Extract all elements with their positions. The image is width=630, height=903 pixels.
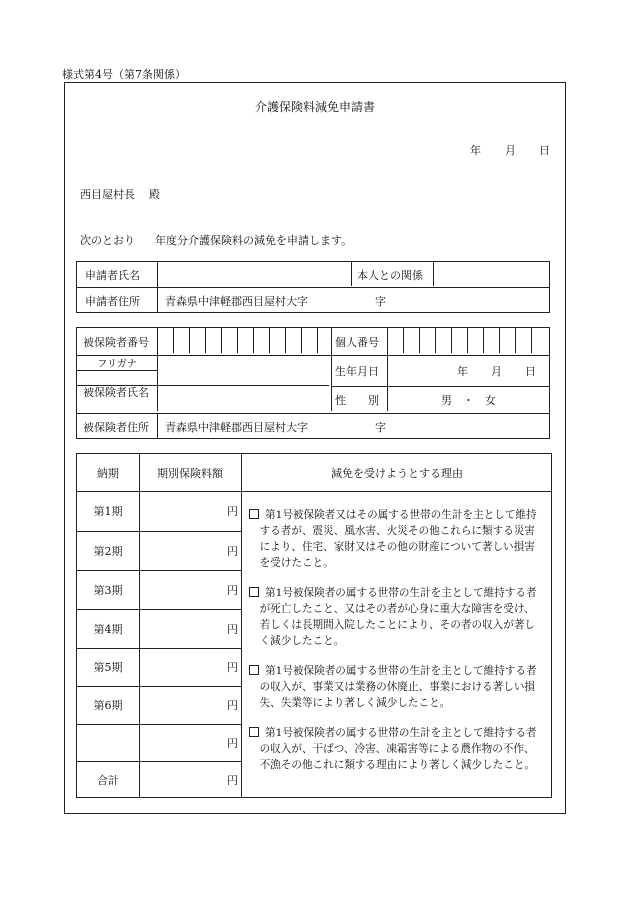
period-2: 第2期 — [93, 544, 123, 558]
reason-text: 第1号被保険者の属する世帯の生計を主として維持する者の収入が、干ばつ、冷害、凍霜害等による農作物の不作、不漁その他これに類する理由により著しく減少したこと。 — [259, 727, 537, 771]
relation-label: 本人との関係 — [357, 268, 423, 282]
furigana-field[interactable] — [159, 355, 329, 370]
applicant-name-field[interactable] — [159, 262, 349, 287]
insured-aza-label: 字 — [375, 420, 386, 434]
reason-item-1[interactable] — [249, 507, 541, 571]
insured-number-label: 被保険者番号 — [83, 335, 149, 349]
col-reason-header: 減免を受けようとする理由 — [331, 466, 463, 480]
col-amount-header: 期別保険料額 — [157, 466, 223, 480]
yen-unit: 円 — [227, 736, 238, 750]
birth-year-label: 年 — [457, 364, 468, 378]
insured-name-field[interactable] — [159, 371, 329, 413]
period-1: 第1期 — [93, 505, 123, 518]
applicant-address-value: 青森県中津軽郡西目屋村大字 — [165, 294, 308, 308]
birth-month-label: 月 — [491, 364, 502, 378]
period-blank — [77, 724, 139, 761]
insured-address-label: 被保険者住所 — [83, 420, 149, 434]
checkbox-icon[interactable] — [249, 509, 259, 519]
period-3: 第3期 — [93, 583, 123, 597]
form-number-label: 様式第4号（第7条関係） — [62, 68, 186, 81]
reason-item-2[interactable] — [249, 585, 541, 649]
yen-unit: 円 — [227, 505, 238, 518]
insured-number-field[interactable] — [159, 328, 329, 355]
reason-item-4[interactable] — [249, 725, 541, 773]
reason-text: 第1号被保険者又はその属する世帯の生計を主として維持する者が、震災、風水害、火災その他これらに類する災害により、住宅、家財又はその他の財産について著しい損害を受けたこと。 — [259, 509, 537, 569]
intro-prefix: 次のとおり — [80, 234, 135, 247]
date-day-label: 日 — [539, 144, 550, 157]
date-month-label: 月 — [505, 144, 516, 157]
period-4: 第4期 — [93, 622, 123, 636]
yen-unit: 円 — [227, 699, 238, 712]
applicant-address-label: 申請者住所 — [85, 294, 140, 308]
checkbox-icon[interactable] — [249, 727, 259, 737]
period-5: 第5期 — [93, 661, 123, 674]
sex-options[interactable]: 男 ・ 女 — [441, 393, 496, 407]
checkbox-icon[interactable] — [249, 665, 259, 675]
addressee-name: 西目屋村長 — [80, 188, 135, 201]
applicant-aza-label: 字 — [375, 294, 386, 308]
furigana-label: フリガナ — [97, 359, 137, 370]
intro-text: 年度分介護保険料の減免を申請します。 — [155, 234, 353, 247]
yen-unit: 円 — [227, 774, 238, 787]
birth-day-label: 日 — [525, 364, 536, 378]
yen-unit: 円 — [227, 661, 238, 674]
reason-text: 第1号被保険者の属する世帯の生計を主として維持する者が死亡したこと、又はその者が心身に重大な障害を受け、若しくは長期間入院したことにより、その者の収入が著しく減少したこと。 — [259, 587, 537, 647]
yen-unit: 円 — [227, 622, 238, 636]
birth-date-label: 生年月日 — [335, 364, 379, 378]
personal-number-field[interactable] — [389, 328, 549, 355]
insured-address-value: 青森県中津軽郡西目屋村大字 — [165, 420, 308, 434]
reason-item-3[interactable] — [249, 663, 541, 711]
insured-table — [76, 327, 550, 439]
checkbox-icon[interactable] — [249, 587, 259, 597]
reason-column — [241, 491, 553, 799]
yen-unit: 円 — [227, 544, 238, 558]
applicant-name-label: 申請者氏名 — [85, 268, 140, 282]
premium-table — [76, 453, 552, 798]
form-title: 介護保険料減免申請書 — [254, 100, 375, 114]
applicant-table — [76, 261, 550, 313]
period-total: 合計 — [97, 774, 119, 787]
reason-text: 第1号被保険者の属する世帯の生計を主として維持する者の収入が、事業又は業務の休廃止、事業における著しい損失、失業等により著しく減少したこと。 — [259, 665, 537, 709]
personal-number-label: 個人番号 — [335, 335, 379, 349]
insured-name-label: 被保険者氏名 — [83, 386, 149, 399]
col-period-header: 納期 — [97, 466, 119, 480]
sex-label: 性 別 — [335, 393, 379, 407]
yen-unit: 円 — [227, 583, 238, 597]
addressee-honorific: 殿 — [149, 188, 160, 201]
relation-field[interactable] — [435, 262, 549, 287]
date-year-label: 年 — [470, 144, 481, 157]
period-6: 第6期 — [93, 699, 123, 712]
addressee — [80, 186, 160, 202]
intro-statement — [80, 232, 352, 248]
